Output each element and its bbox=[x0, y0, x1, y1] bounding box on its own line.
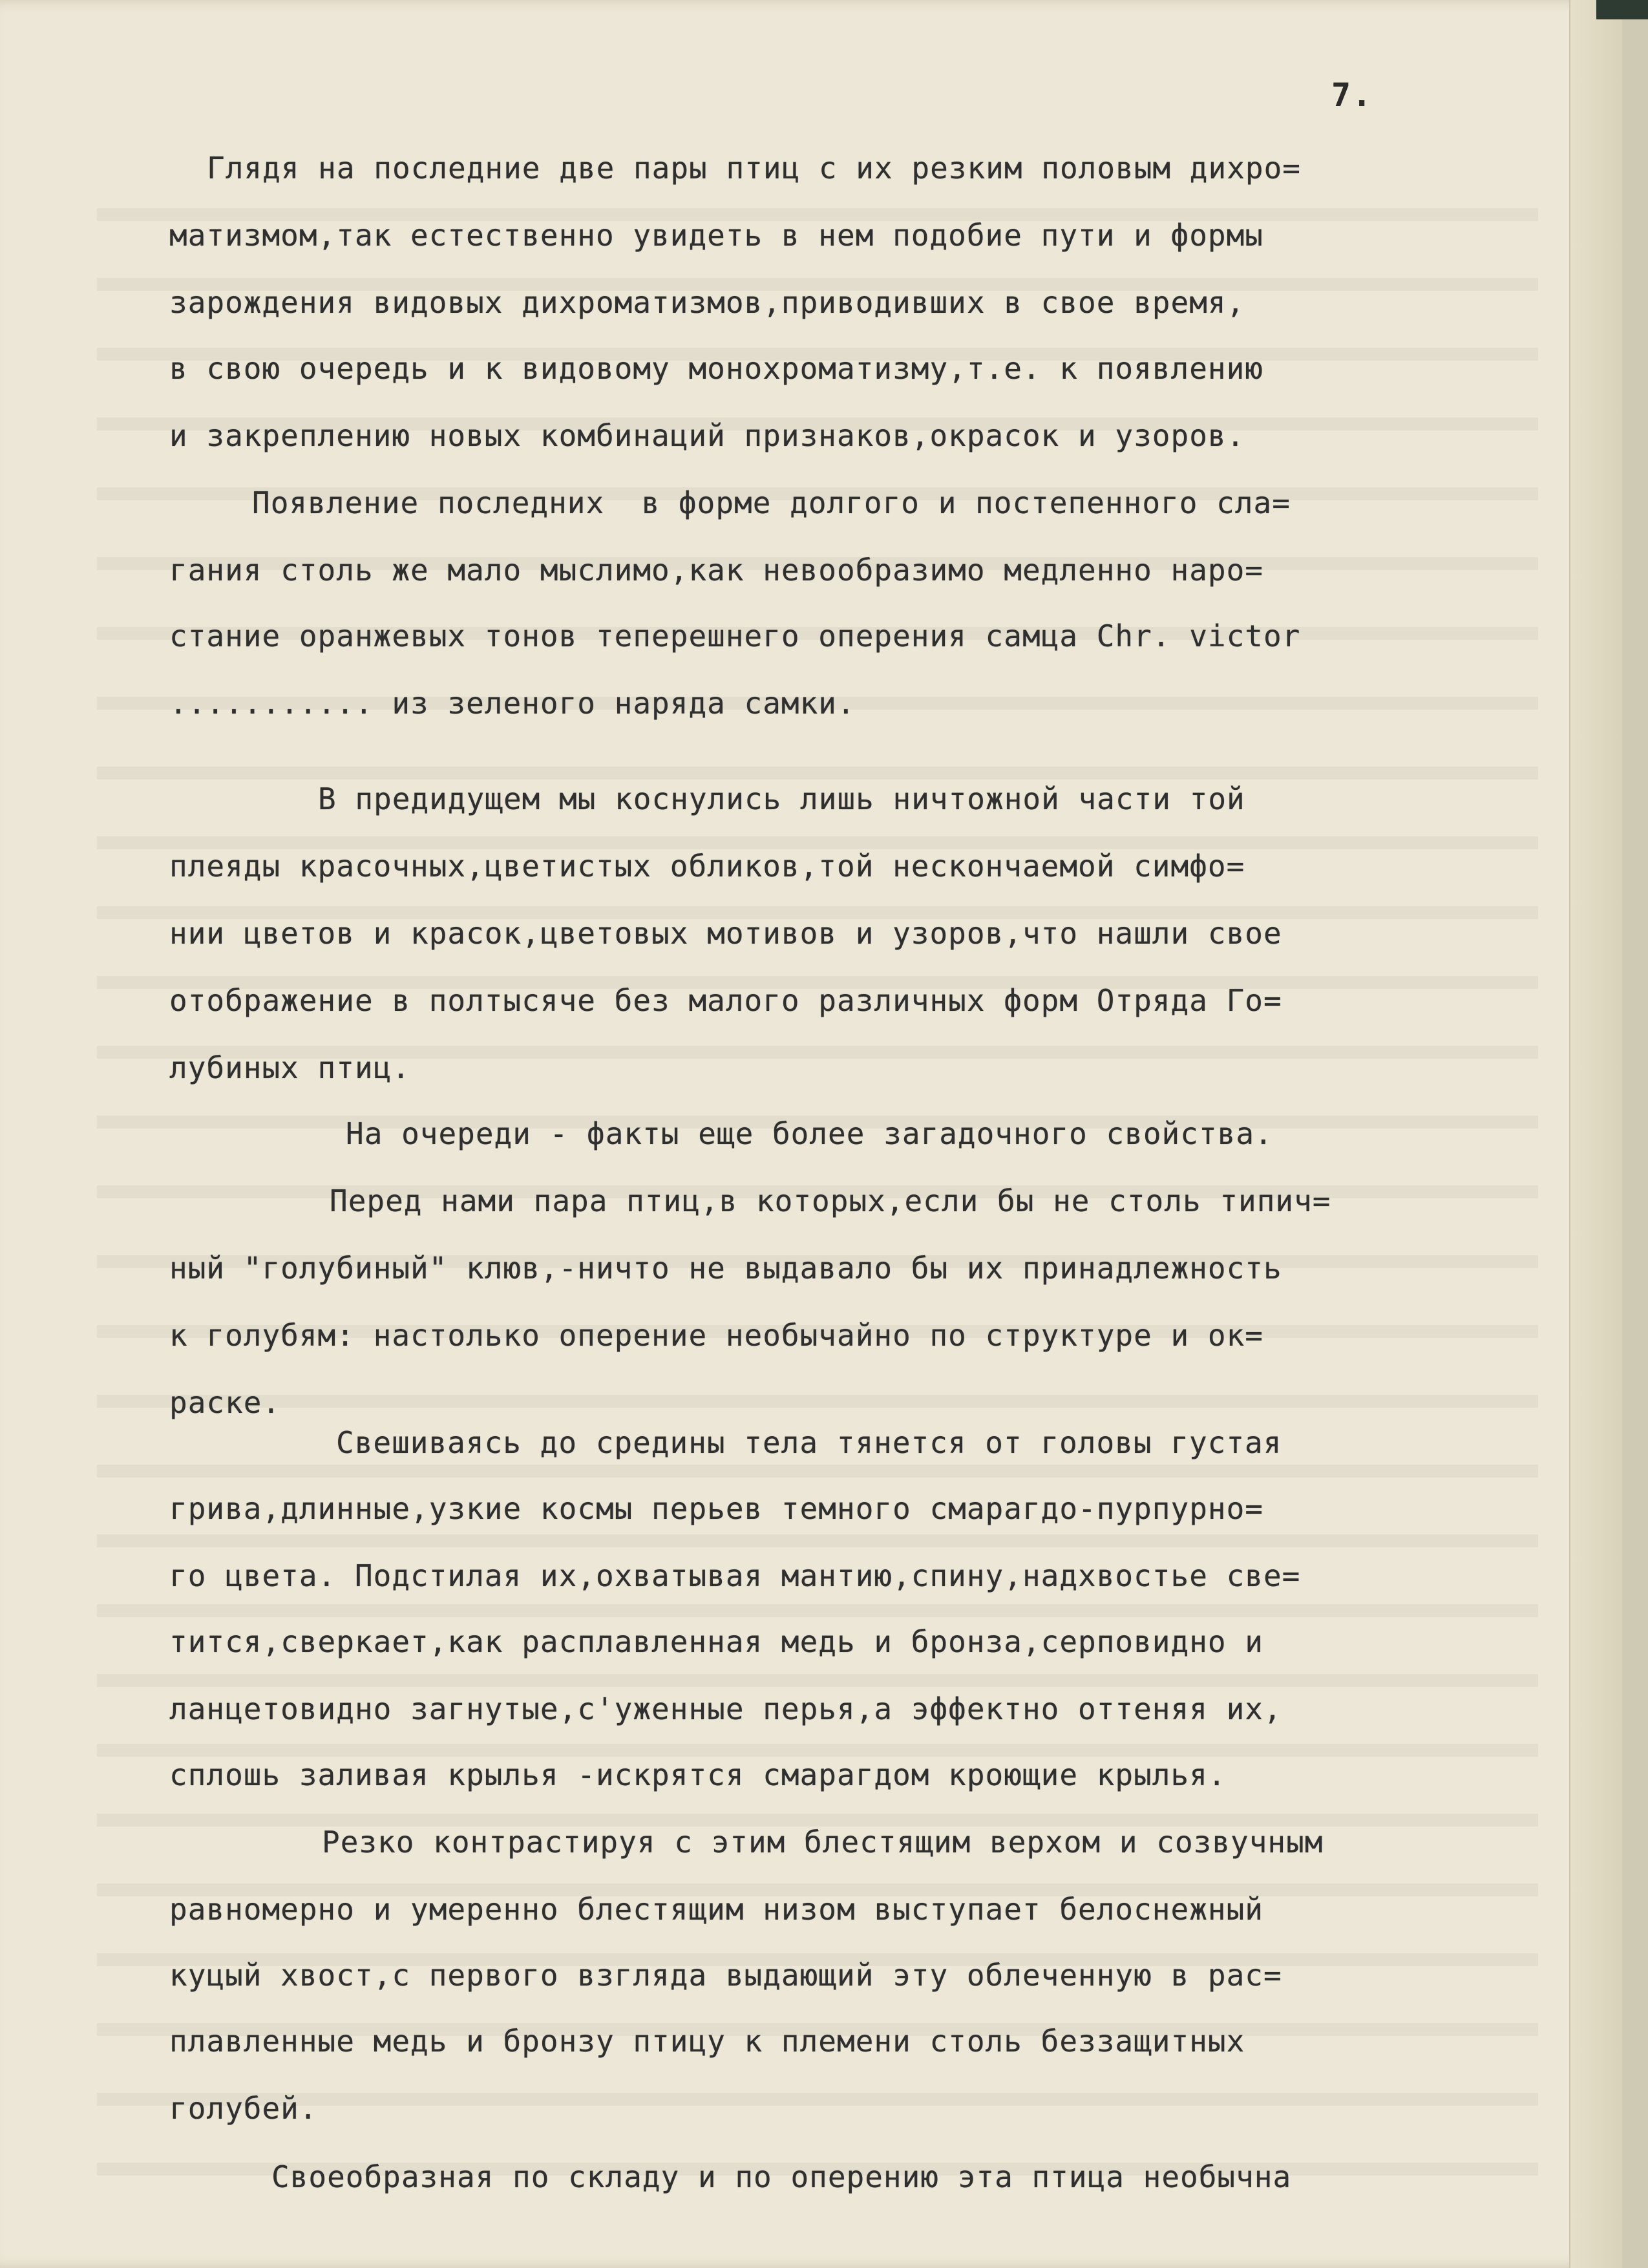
text-line-5: и закреплению новых комбинаций признаков,окрасок и узоров. bbox=[169, 418, 1245, 453]
text-line-31: Своеобразная по складу и по оперению эта птица необычна bbox=[271, 2159, 1292, 2194]
text-line-6: Появление последних в форме долгого и постепенного сла= bbox=[252, 485, 1291, 520]
text-line-10: В предидущем мы коснулись лишь ничтожной части той bbox=[318, 781, 1245, 816]
text-line-25: сплошь заливая крылья -искрятся смарагдом кроющие крылья. bbox=[169, 1757, 1227, 1792]
text-line-4: в свою очередь и к видовому монохроматизму,т.е. к появлению bbox=[169, 351, 1263, 386]
text-line-27: равномерно и умеренно блестящим низом выступает белоснежный bbox=[169, 1892, 1263, 1927]
text-line-11: плеяды красочных,цветистых обликов,той нескончаемой симфо= bbox=[169, 849, 1245, 884]
text-line-20: Свешиваясь до средины тела тянется от головы густая bbox=[336, 1425, 1282, 1460]
text-line-15: На очереди - факты еще более загадочного свойства. bbox=[346, 1116, 1273, 1151]
page-number: 7. bbox=[1331, 76, 1373, 114]
text-line-8: стание оранжевых тонов теперешнего оперения самца Chr. victor bbox=[169, 619, 1301, 653]
text-line-1: Глядя на последние две пары птиц с их резким половым дихро= bbox=[207, 151, 1301, 185]
text-line-13: отображение в полтысяче без малого различных форм Отряда Го= bbox=[169, 983, 1282, 1018]
text-line-2: матизмом,так естественно увидеть в нем подобие пути и формы bbox=[169, 218, 1263, 253]
text-line-21: грива,длинные,узкие космы перьев темного смарагдо-пурпурно= bbox=[169, 1491, 1263, 1526]
text-line-28: куцый хвост,с первого взгляда выдающий эту облеченную в рас= bbox=[169, 1958, 1282, 1993]
text-line-29: плавленные медь и бронзу птицу к племени столь беззащитных bbox=[169, 2024, 1245, 2059]
text-line-7: гания столь же мало мыслимо,как невообразимо медленно наро= bbox=[169, 553, 1263, 588]
text-line-23: тится,сверкает,как расплавленная медь и бронза,серповидно и bbox=[169, 1624, 1263, 1659]
text-line-22: го цвета. Подстилая их,охватывая мантию,спину,надхвостье све= bbox=[169, 1558, 1301, 1593]
text-line-18: к голубям: настолько оперение необычайно по структуре и ок= bbox=[169, 1318, 1263, 1353]
text-line-9: ........... из зеленого наряда самки. bbox=[169, 686, 856, 721]
text-line-17: ный "голубиный" клюв,-ничто не выдавало бы их принадлежность bbox=[169, 1251, 1282, 1286]
text-line-14: лубиных птиц. bbox=[169, 1050, 411, 1085]
text-line-3: зарождения видовых дихроматизмов,приводивших в свое время, bbox=[169, 285, 1245, 320]
text-line-12: нии цветов и красок,цветовых мотивов и узоров,что нашли свое bbox=[169, 916, 1282, 951]
text-line-30: голубей. bbox=[169, 2091, 318, 2126]
text-line-26: Резко контрастируя с этим блестящим верхом и созвучным bbox=[322, 1825, 1324, 1860]
text-line-16: Перед нами пара птиц,в которых,если бы не столь типич= bbox=[330, 1183, 1331, 1218]
background-corner bbox=[1596, 0, 1648, 19]
text-line-19: раске. bbox=[169, 1385, 281, 1420]
text-line-24: ланцетовидно загнутые,с'уженные перья,а эффектно оттеняя их, bbox=[169, 1691, 1282, 1726]
page-edge bbox=[1569, 0, 1622, 2268]
